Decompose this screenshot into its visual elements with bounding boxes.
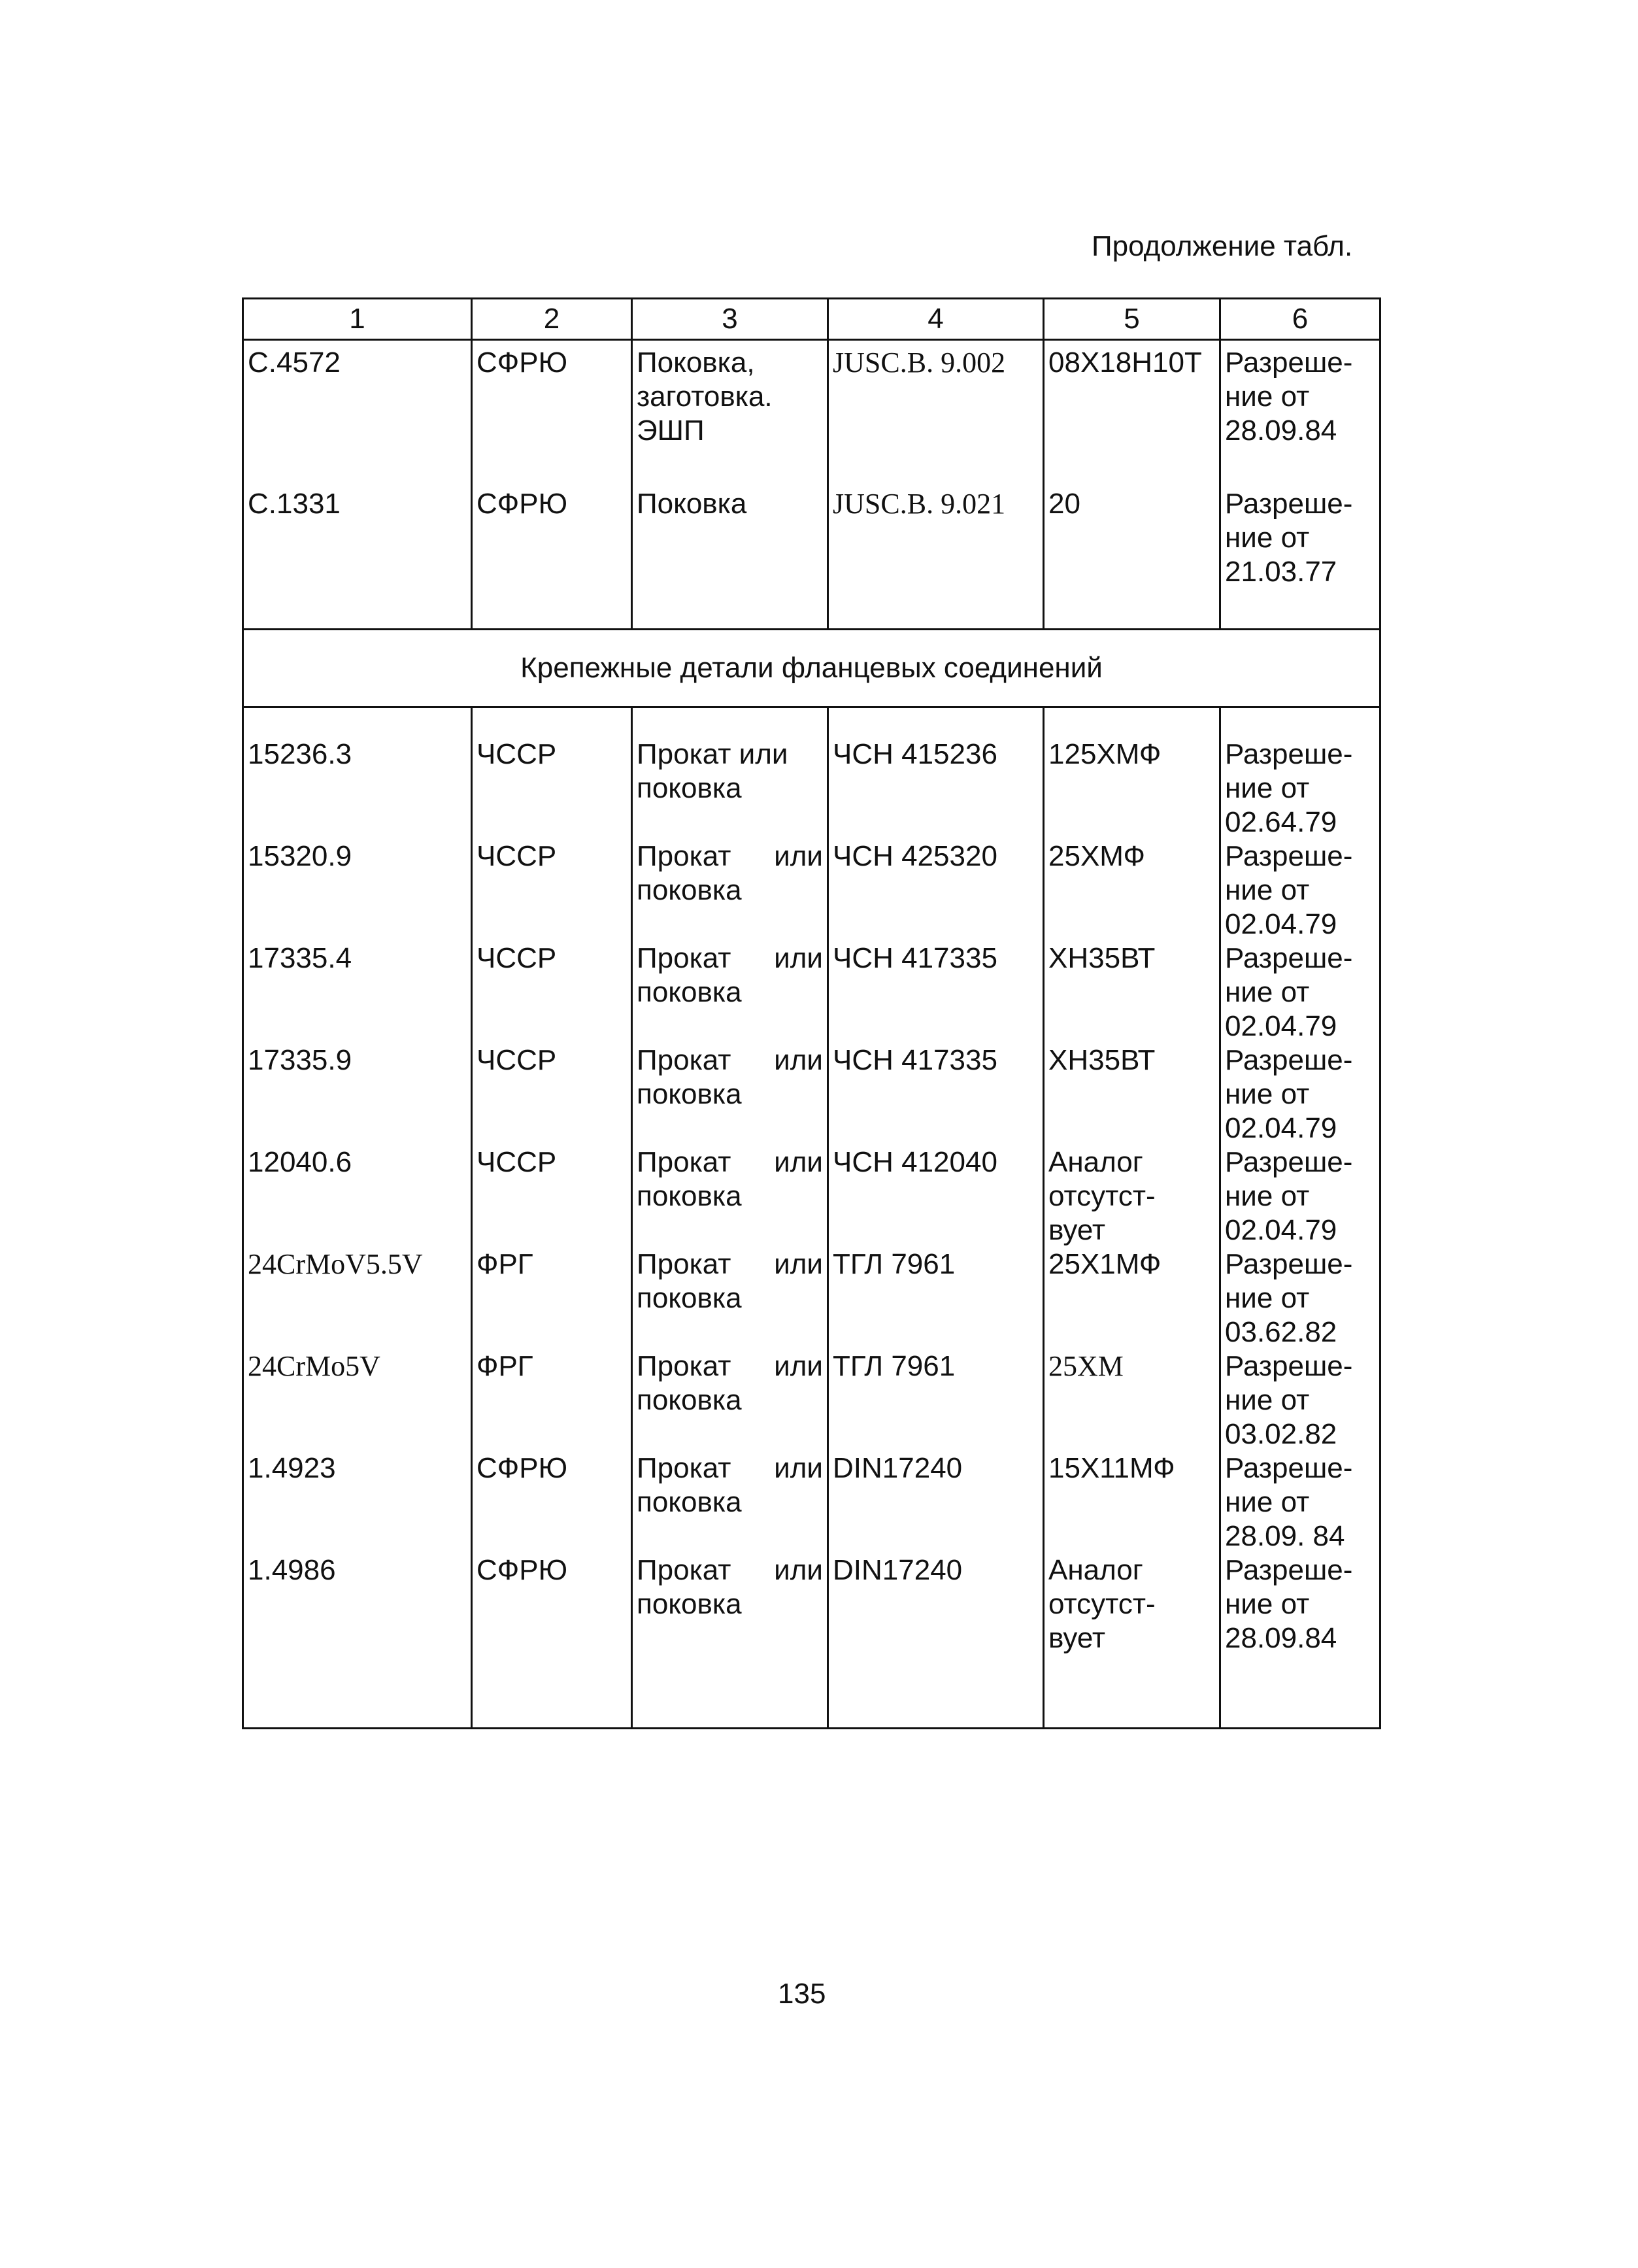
standard-cell: ЧСН 425320 (828, 839, 1044, 941)
table-row (243, 1349, 1380, 1451)
country-cell: СФРЮ (472, 1553, 632, 1655)
analog-grade-cell: 25ХМФ (1044, 839, 1220, 941)
analog-grade-cell: 125ХМФ (1044, 707, 1220, 840)
country-cell: СФРЮ (472, 1451, 632, 1553)
country-cell: ЧССР (472, 941, 632, 1043)
grade-cell: С.1331 (243, 487, 472, 589)
column-header: 4 (828, 299, 1044, 340)
table-row (243, 707, 1380, 840)
permit-cell: Разреше- ние от 03.02.82 (1220, 1349, 1380, 1451)
standard-cell: ТГЛ 7961 (828, 1247, 1044, 1349)
grade-cell: 15236.3 (243, 707, 472, 840)
permit-cell: Разреше- ние от 02.64.79 (1220, 707, 1380, 840)
product-form-cell: Прокат или поковка (632, 1145, 828, 1247)
analog-grade-cell: ХН35ВТ (1044, 941, 1220, 1043)
analog-grade-cell: ХН35ВТ (1044, 1043, 1220, 1145)
table-row (243, 1145, 1380, 1247)
standard-cell: ЧСН 412040 (828, 1145, 1044, 1247)
country-cell: ЧССР (472, 1145, 632, 1247)
table-continuation-caption: Продолжение табл. (1092, 230, 1353, 262)
table-row (243, 340, 1380, 449)
analog-grade-cell: 20 (1044, 487, 1220, 589)
country-cell: СФРЮ (472, 340, 632, 449)
grade-cell: 17335.4 (243, 941, 472, 1043)
table-row (243, 1043, 1380, 1145)
column-header: 3 (632, 299, 828, 340)
standard-cell: DIN17240 (828, 1553, 1044, 1655)
analog-grade-cell: Аналог отсутст- вует (1044, 1553, 1220, 1655)
materials-table (242, 297, 1381, 1729)
analog-grade-cell: 15Х11МФ (1044, 1451, 1220, 1553)
permit-cell: Разреше- ние от 02.04.79 (1220, 1145, 1380, 1247)
country-cell: ФРГ (472, 1349, 632, 1451)
country-cell: ЧССР (472, 839, 632, 941)
product-form-cell: Поковка (632, 487, 828, 589)
table-row (243, 839, 1380, 941)
table-row (243, 1553, 1380, 1655)
permit-cell: Разреше- ние от 28.09.84 (1220, 340, 1380, 449)
grade-cell: 1.4923 (243, 1451, 472, 1553)
analog-grade-cell: 25Х1МФ (1044, 1247, 1220, 1349)
product-form-cell: Прокат или поковка (632, 839, 828, 941)
analog-grade-cell: Аналог отсутст- вует (1044, 1145, 1220, 1247)
table-row (243, 1451, 1380, 1553)
column-number-row (243, 299, 1380, 340)
permit-cell: Разреше- ние от 02.04.79 (1220, 941, 1380, 1043)
country-cell: ЧССР (472, 707, 632, 840)
grade-cell: 17335.9 (243, 1043, 472, 1145)
table-row (243, 487, 1380, 589)
product-form-cell: Прокат или поковка (632, 1247, 828, 1349)
permit-cell: Разреше- ние от 21.03.77 (1220, 487, 1380, 589)
standard-cell: DIN17240 (828, 1451, 1044, 1553)
country-cell: ЧССР (472, 1043, 632, 1145)
grade-cell: 24CrMo5V (243, 1349, 472, 1451)
standard-cell: ЧСН 417335 (828, 941, 1044, 1043)
product-form-cell: Поковка, заготовка. ЭШП (632, 340, 828, 449)
grade-cell: 15320.9 (243, 839, 472, 941)
section-row (243, 630, 1380, 707)
country-cell: ФРГ (472, 1247, 632, 1349)
grade-cell: С.4572 (243, 340, 472, 449)
product-form-cell: Прокат или поковка (632, 707, 828, 840)
column-header: 1 (243, 299, 472, 340)
permit-cell: Разреше- ние от 02.04.79 (1220, 1043, 1380, 1145)
analog-grade-cell: 08Х18Н10Т (1044, 340, 1220, 449)
grade-cell: 24CrMoV5.5V (243, 1247, 472, 1349)
table-row (243, 941, 1380, 1043)
product-form-cell: Прокат или поковка (632, 941, 828, 1043)
table-row (243, 1247, 1380, 1349)
permit-cell: Разреше- ние от 28.09. 84 (1220, 1451, 1380, 1553)
product-form-cell: Прокат или поковка (632, 1043, 828, 1145)
permit-cell: Разреше- ние от 03.62.82 (1220, 1247, 1380, 1349)
standard-cell: JUSC.B. 9.002 (828, 340, 1044, 449)
grade-cell: 1.4986 (243, 1553, 472, 1655)
standard-cell: ЧСН 415236 (828, 707, 1044, 840)
column-header: 5 (1044, 299, 1220, 340)
standard-cell: ЧСН 417335 (828, 1043, 1044, 1145)
section-title: Крепежные детали фланцевых соединений (243, 630, 1380, 707)
page-number: 135 (778, 1978, 826, 2010)
permit-cell: Разреше- ние от 02.04.79 (1220, 839, 1380, 941)
country-cell: СФРЮ (472, 487, 632, 589)
product-form-cell: Прокат или поковка (632, 1451, 828, 1553)
standard-cell: ТГЛ 7961 (828, 1349, 1044, 1451)
standard-cell: JUSC.B. 9.021 (828, 487, 1044, 589)
product-form-cell: Прокат или поковка (632, 1349, 828, 1451)
grade-cell: 12040.6 (243, 1145, 472, 1247)
permit-cell: Разреше- ние от 28.09.84 (1220, 1553, 1380, 1655)
column-header: 2 (472, 299, 632, 340)
analog-grade-cell: 25ХМ (1044, 1349, 1220, 1451)
product-form-cell: Прокат или поковка (632, 1553, 828, 1655)
column-header: 6 (1220, 299, 1380, 340)
